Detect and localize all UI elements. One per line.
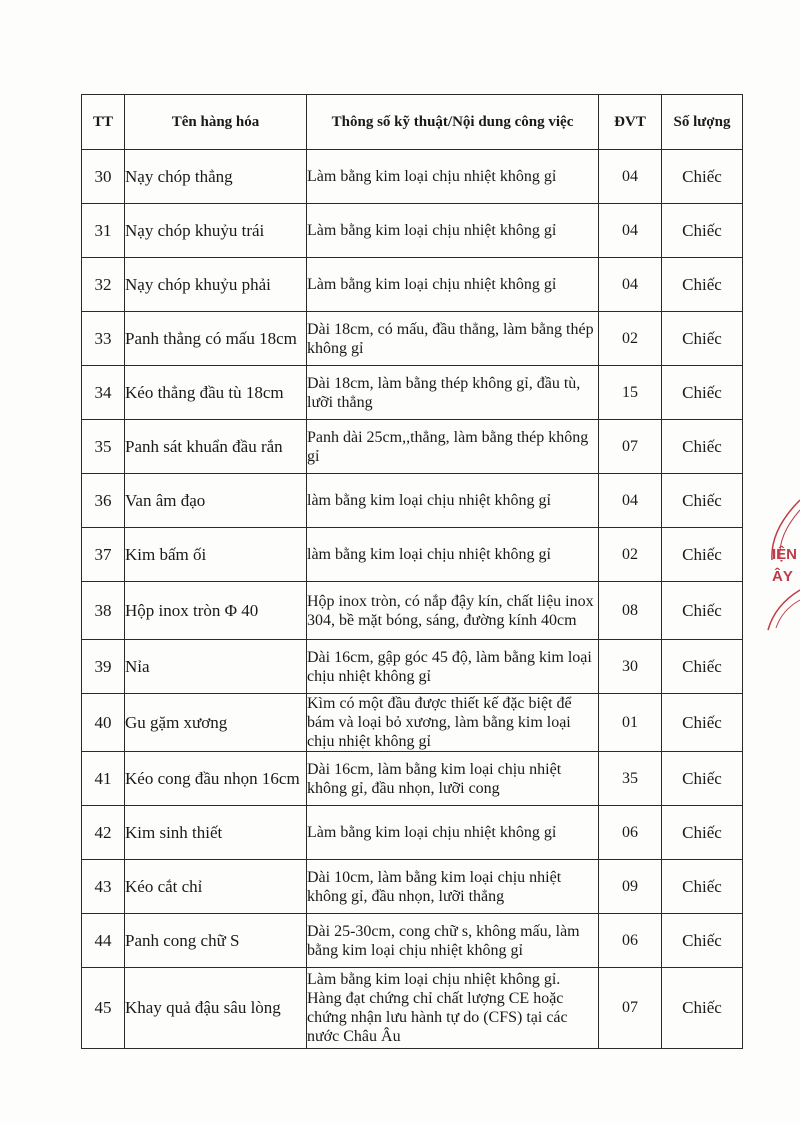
stamp-mark <box>760 490 800 640</box>
row-name: Panh thẳng có mấu 18cm <box>125 312 307 366</box>
equipment-table <box>81 94 743 1049</box>
row-unit: 09 <box>599 860 662 914</box>
table-row <box>82 694 743 752</box>
row-tt: 37 <box>82 528 125 582</box>
stamp-text-line2: ÂY <box>772 568 793 585</box>
row-spec: Làm bằng kim loại chịu nhiệt không gỉ <box>307 150 599 204</box>
row-spec: Dài 16cm, gập góc 45 độ, làm bằng kim loại chịu nhiệt không gỉ <box>307 640 599 694</box>
header-name: Tên hàng hóa <box>125 95 307 150</box>
table-row <box>82 528 743 582</box>
row-tt: 39 <box>82 640 125 694</box>
row-qty: Chiếc <box>662 968 743 1049</box>
row-unit: 30 <box>599 640 662 694</box>
stamp-arc-bottom <box>768 590 800 630</box>
table-row <box>82 420 743 474</box>
row-tt: 40 <box>82 694 125 752</box>
row-spec: Dài 18cm, làm bằng thép không gỉ, đầu tù, lưỡi thẳng <box>307 366 599 420</box>
table-header-row <box>82 95 743 150</box>
row-unit: 01 <box>599 694 662 752</box>
row-tt: 33 <box>82 312 125 366</box>
row-spec: Dài 16cm, làm bằng kim loại chịu nhiệt không gỉ, đầu nhọn, lưỡi cong <box>307 752 599 806</box>
row-spec: Dài 18cm, có mấu, đầu thẳng, làm bằng thép không gỉ <box>307 312 599 366</box>
table-row <box>82 914 743 968</box>
row-tt: 35 <box>82 420 125 474</box>
table-row <box>82 968 743 1049</box>
row-name: Nỉa <box>125 640 307 694</box>
row-unit: 35 <box>599 752 662 806</box>
row-spec: làm bằng kim loại chịu nhiệt không gỉ <box>307 528 599 582</box>
row-spec: Làm bằng kim loại chịu nhiệt không gỉ. Hàng đạt chứng chỉ chất lượng CE hoặc chứng nhận lưu hành tự do (CFS) tại các nước Châu Âu <box>307 968 599 1049</box>
row-qty: Chiếc <box>662 420 743 474</box>
row-name: Nạy chóp khuỷu phải <box>125 258 307 312</box>
row-spec: Hộp inox tròn, có nắp đậy kín, chất liệu inox 304, bề mặt bóng, sáng, đường kính 40cm <box>307 582 599 640</box>
row-qty: Chiếc <box>662 258 743 312</box>
table-row <box>82 582 743 640</box>
header-unit: ĐVT <box>599 95 662 150</box>
table-row <box>82 640 743 694</box>
row-tt: 43 <box>82 860 125 914</box>
table-row <box>82 806 743 860</box>
row-spec: Làm bằng kim loại chịu nhiệt không gỉ <box>307 258 599 312</box>
row-qty: Chiếc <box>662 694 743 752</box>
row-spec: Dài 25-30cm, cong chữ s, không mấu, làm bằng kim loại chịu nhiệt không gỉ <box>307 914 599 968</box>
row-qty: Chiếc <box>662 204 743 258</box>
row-unit: 02 <box>599 312 662 366</box>
header-spec: Thông số kỹ thuật/Nội dung công việc <box>307 95 599 150</box>
row-qty: Chiếc <box>662 914 743 968</box>
row-tt: 42 <box>82 806 125 860</box>
row-qty: Chiếc <box>662 528 743 582</box>
table-row <box>82 366 743 420</box>
row-tt: 36 <box>82 474 125 528</box>
header-tt: TT <box>82 95 125 150</box>
row-unit: 04 <box>599 258 662 312</box>
row-tt: 45 <box>82 968 125 1049</box>
row-name: Khay quả đậu sâu lòng <box>125 968 307 1049</box>
row-unit: 06 <box>599 914 662 968</box>
row-spec: Kìm có một đầu được thiết kế đặc biệt để bám và loại bỏ xương, làm bằng kim loại chịu nhiệt không gỉ <box>307 694 599 752</box>
row-spec: Làm bằng kim loại chịu nhiệt không gỉ <box>307 204 599 258</box>
row-unit: 04 <box>599 474 662 528</box>
row-unit: 02 <box>599 528 662 582</box>
row-name: Kéo thẳng đầu tù 18cm <box>125 366 307 420</box>
row-tt: 34 <box>82 366 125 420</box>
table-row <box>82 258 743 312</box>
row-tt: 30 <box>82 150 125 204</box>
row-qty: Chiếc <box>662 366 743 420</box>
row-tt: 44 <box>82 914 125 968</box>
row-unit: 07 <box>599 968 662 1049</box>
row-unit: 15 <box>599 366 662 420</box>
table-row <box>82 474 743 528</box>
row-qty: Chiếc <box>662 640 743 694</box>
row-qty: Chiếc <box>662 312 743 366</box>
table-row <box>82 204 743 258</box>
row-tt: 38 <box>82 582 125 640</box>
row-unit: 07 <box>599 420 662 474</box>
row-tt: 32 <box>82 258 125 312</box>
table-row <box>82 752 743 806</box>
row-name: Nạy chóp khuỷu trái <box>125 204 307 258</box>
row-qty: Chiếc <box>662 752 743 806</box>
row-name: Kim sinh thiết <box>125 806 307 860</box>
stamp-arc-bottom-inner <box>776 600 800 628</box>
row-spec: Làm bằng kim loại chịu nhiệt không gỉ <box>307 806 599 860</box>
row-qty: Chiếc <box>662 150 743 204</box>
header-qty: Số lượng <box>662 95 743 150</box>
row-unit: 06 <box>599 806 662 860</box>
row-name: Gu gặm xương <box>125 694 307 752</box>
stamp-text-line1: IỆN <box>772 546 798 563</box>
table-row <box>82 150 743 204</box>
row-name: Hộp inox tròn Φ 40 <box>125 582 307 640</box>
row-spec: Dài 10cm, làm bằng kim loại chịu nhiệt không gỉ, đầu nhọn, lưỡi thẳng <box>307 860 599 914</box>
row-qty: Chiếc <box>662 582 743 640</box>
row-spec: Panh dài 25cm,,thẳng, làm bằng thép không gỉ <box>307 420 599 474</box>
row-name: Nạy chóp thẳng <box>125 150 307 204</box>
row-tt: 31 <box>82 204 125 258</box>
row-unit: 04 <box>599 204 662 258</box>
row-name: Kim bấm ối <box>125 528 307 582</box>
row-unit: 08 <box>599 582 662 640</box>
row-qty: Chiếc <box>662 806 743 860</box>
row-qty: Chiếc <box>662 860 743 914</box>
row-qty: Chiếc <box>662 474 743 528</box>
row-name: Kéo cắt chỉ <box>125 860 307 914</box>
table-row <box>82 312 743 366</box>
row-spec: làm bằng kim loại chịu nhiệt không gỉ <box>307 474 599 528</box>
row-name: Panh cong chữ S <box>125 914 307 968</box>
row-tt: 41 <box>82 752 125 806</box>
row-name: Panh sát khuẩn đầu rắn <box>125 420 307 474</box>
row-name: Van âm đạo <box>125 474 307 528</box>
row-name: Kéo cong đầu nhọn 16cm <box>125 752 307 806</box>
table-row <box>82 860 743 914</box>
row-unit: 04 <box>599 150 662 204</box>
